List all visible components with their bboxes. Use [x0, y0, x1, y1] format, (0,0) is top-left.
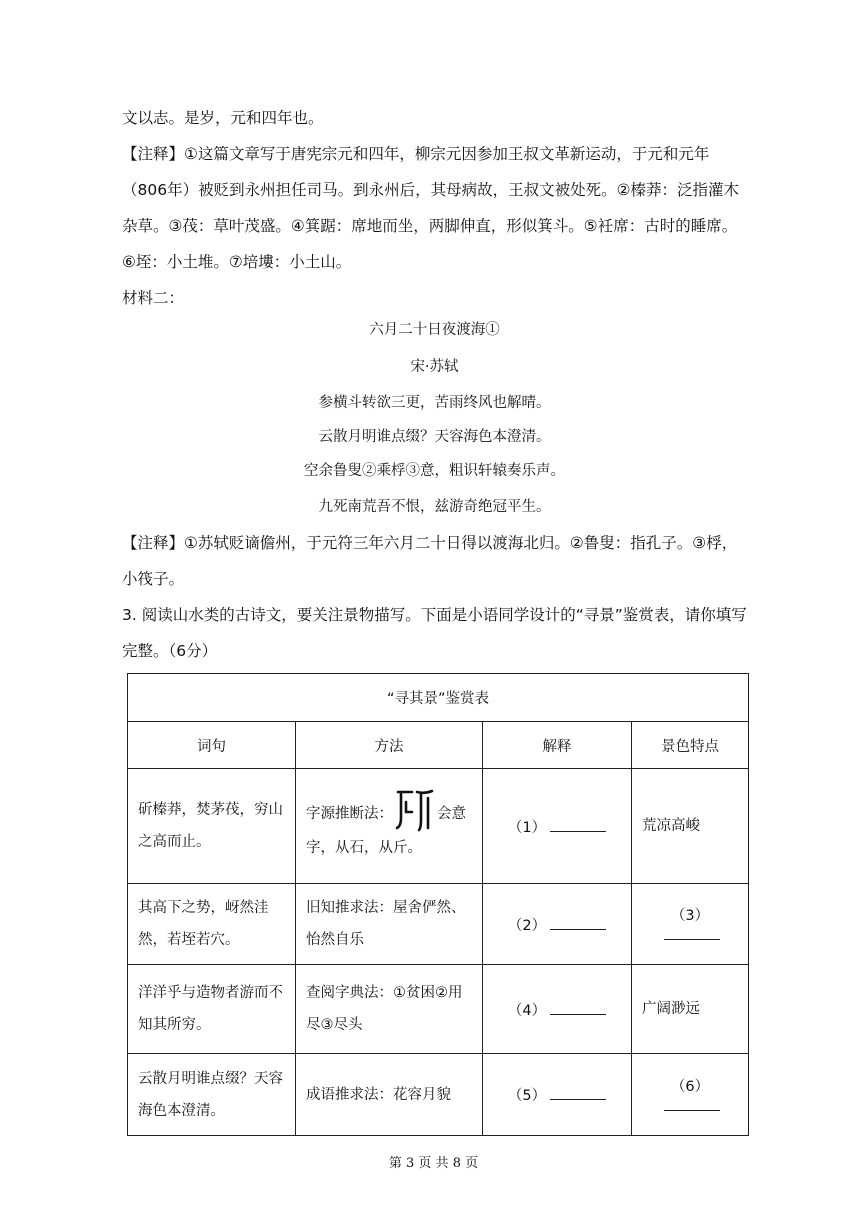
explain-cell — [483, 965, 632, 1054]
phrase-cell: 斫榛莽，焚茅茷，穷山之高而止。 — [128, 769, 296, 884]
explain-number: （5） — [507, 1088, 547, 1104]
table-row — [128, 884, 749, 965]
table-row — [128, 1054, 749, 1136]
feature-cell — [632, 1054, 749, 1136]
method-cell: 旧知推求法：屋舍俨然、怡然自乐 — [296, 884, 483, 965]
feature-cell — [632, 884, 749, 965]
poem-author: 宋·苏轼 — [410, 359, 459, 375]
phrase-cell: 洋洋乎与造物者游而不知其所穷。 — [128, 965, 296, 1054]
poem-line: 九死南荒吾不恨，兹游奇绝冠平生。 — [318, 499, 551, 515]
answer-blank[interactable] — [550, 1000, 606, 1015]
column-header: 解释 — [483, 722, 632, 769]
feature-number: （6） — [670, 1078, 710, 1095]
material1-tail: 文以志。是岁，元和四年也。 — [122, 109, 324, 127]
method-cell — [296, 769, 483, 884]
page-footer: 第 3 页 共 8 页 — [388, 1156, 479, 1171]
explain-cell — [483, 1054, 632, 1136]
answer-blank[interactable] — [550, 915, 606, 930]
method-cell: 成语推求法：花容月貌 — [296, 1054, 483, 1136]
note1-paragraph — [122, 136, 747, 280]
note2-text: ①苏轼贬谪儋州，于元符三年六月二十日得以渡海北归。②鲁叟：指孔子。③桴，小筏子。 — [122, 534, 738, 588]
note1-text: ①这篇文章写于唐宪宗元和四年，柳宗元因参加王叔文革新运动，于元和元年（806年）被贬到永州担任司马。到永州后，其母病故，王叔文被处死。②榛莽：泛指灌木杂草。③茷：草叶茂盛。④箕踞：席地而坐，两脚伸直，形似箕斗。⑤衽席：古时的睡席。⑥垤：小土堆。⑦培塿：小土山。 — [122, 145, 739, 271]
table-header-row — [128, 722, 749, 769]
poem-line: 空余鲁叟②乘桴③意，粗识轩辕奏乐声。 — [304, 463, 565, 479]
poem-line: 云散月明谁点缀？天容海色本澄清。 — [318, 429, 551, 445]
table-row — [128, 769, 749, 884]
answer-blank[interactable] — [664, 925, 720, 940]
answer-blank[interactable] — [550, 817, 606, 832]
phrase-cell: 其高下之势，岈然洼然，若垤若穴。 — [128, 884, 296, 965]
column-header: 景色特点 — [632, 722, 749, 769]
material2-label: 材料二： — [122, 289, 185, 307]
feature-cell: 广阔渺远 — [632, 965, 749, 1054]
note2-paragraph — [122, 525, 747, 597]
feature-number: （3） — [670, 908, 710, 924]
explain-number: （2） — [507, 917, 547, 934]
table-row — [128, 965, 749, 1054]
appreciation-table — [127, 673, 749, 1136]
table-title: “寻其景”鉴赏表 — [128, 674, 749, 722]
method-cell: 查阅字典法：①贫困②用尽③尽头 — [296, 965, 483, 1054]
explain-number: （4） — [507, 1002, 547, 1019]
explain-cell — [483, 884, 632, 965]
note2-label: 【注释】 — [122, 534, 185, 552]
column-header: 词句 — [128, 722, 296, 769]
answer-blank[interactable] — [664, 1096, 720, 1111]
explain-cell — [483, 769, 632, 884]
column-header: 方法 — [296, 722, 483, 769]
method-text: 会意字，从石，从斤。 — [306, 806, 466, 856]
explain-number: （1） — [507, 819, 547, 836]
note1-label: 【注释】 — [122, 145, 185, 163]
feature-cell: 荒凉高峻 — [632, 769, 749, 884]
question-3: 3. 阅读山水类的古诗文，要关注景物描写。下面是小语同学设计的“寻景”鉴赏表，请你填写完整。（6分） — [122, 606, 747, 660]
seal-script-glyph-icon — [395, 788, 435, 832]
table-title-row — [128, 674, 749, 722]
method-text: 字源推断法： — [306, 806, 393, 822]
poem-line: 参横斗转欲三更，苦雨终风也解晴。 — [318, 395, 551, 411]
poem-title: 六月二十日夜渡海① — [369, 322, 500, 338]
answer-blank[interactable] — [550, 1085, 606, 1100]
phrase-cell: 云散月明谁点缀？天容海色本澄清。 — [128, 1054, 296, 1136]
